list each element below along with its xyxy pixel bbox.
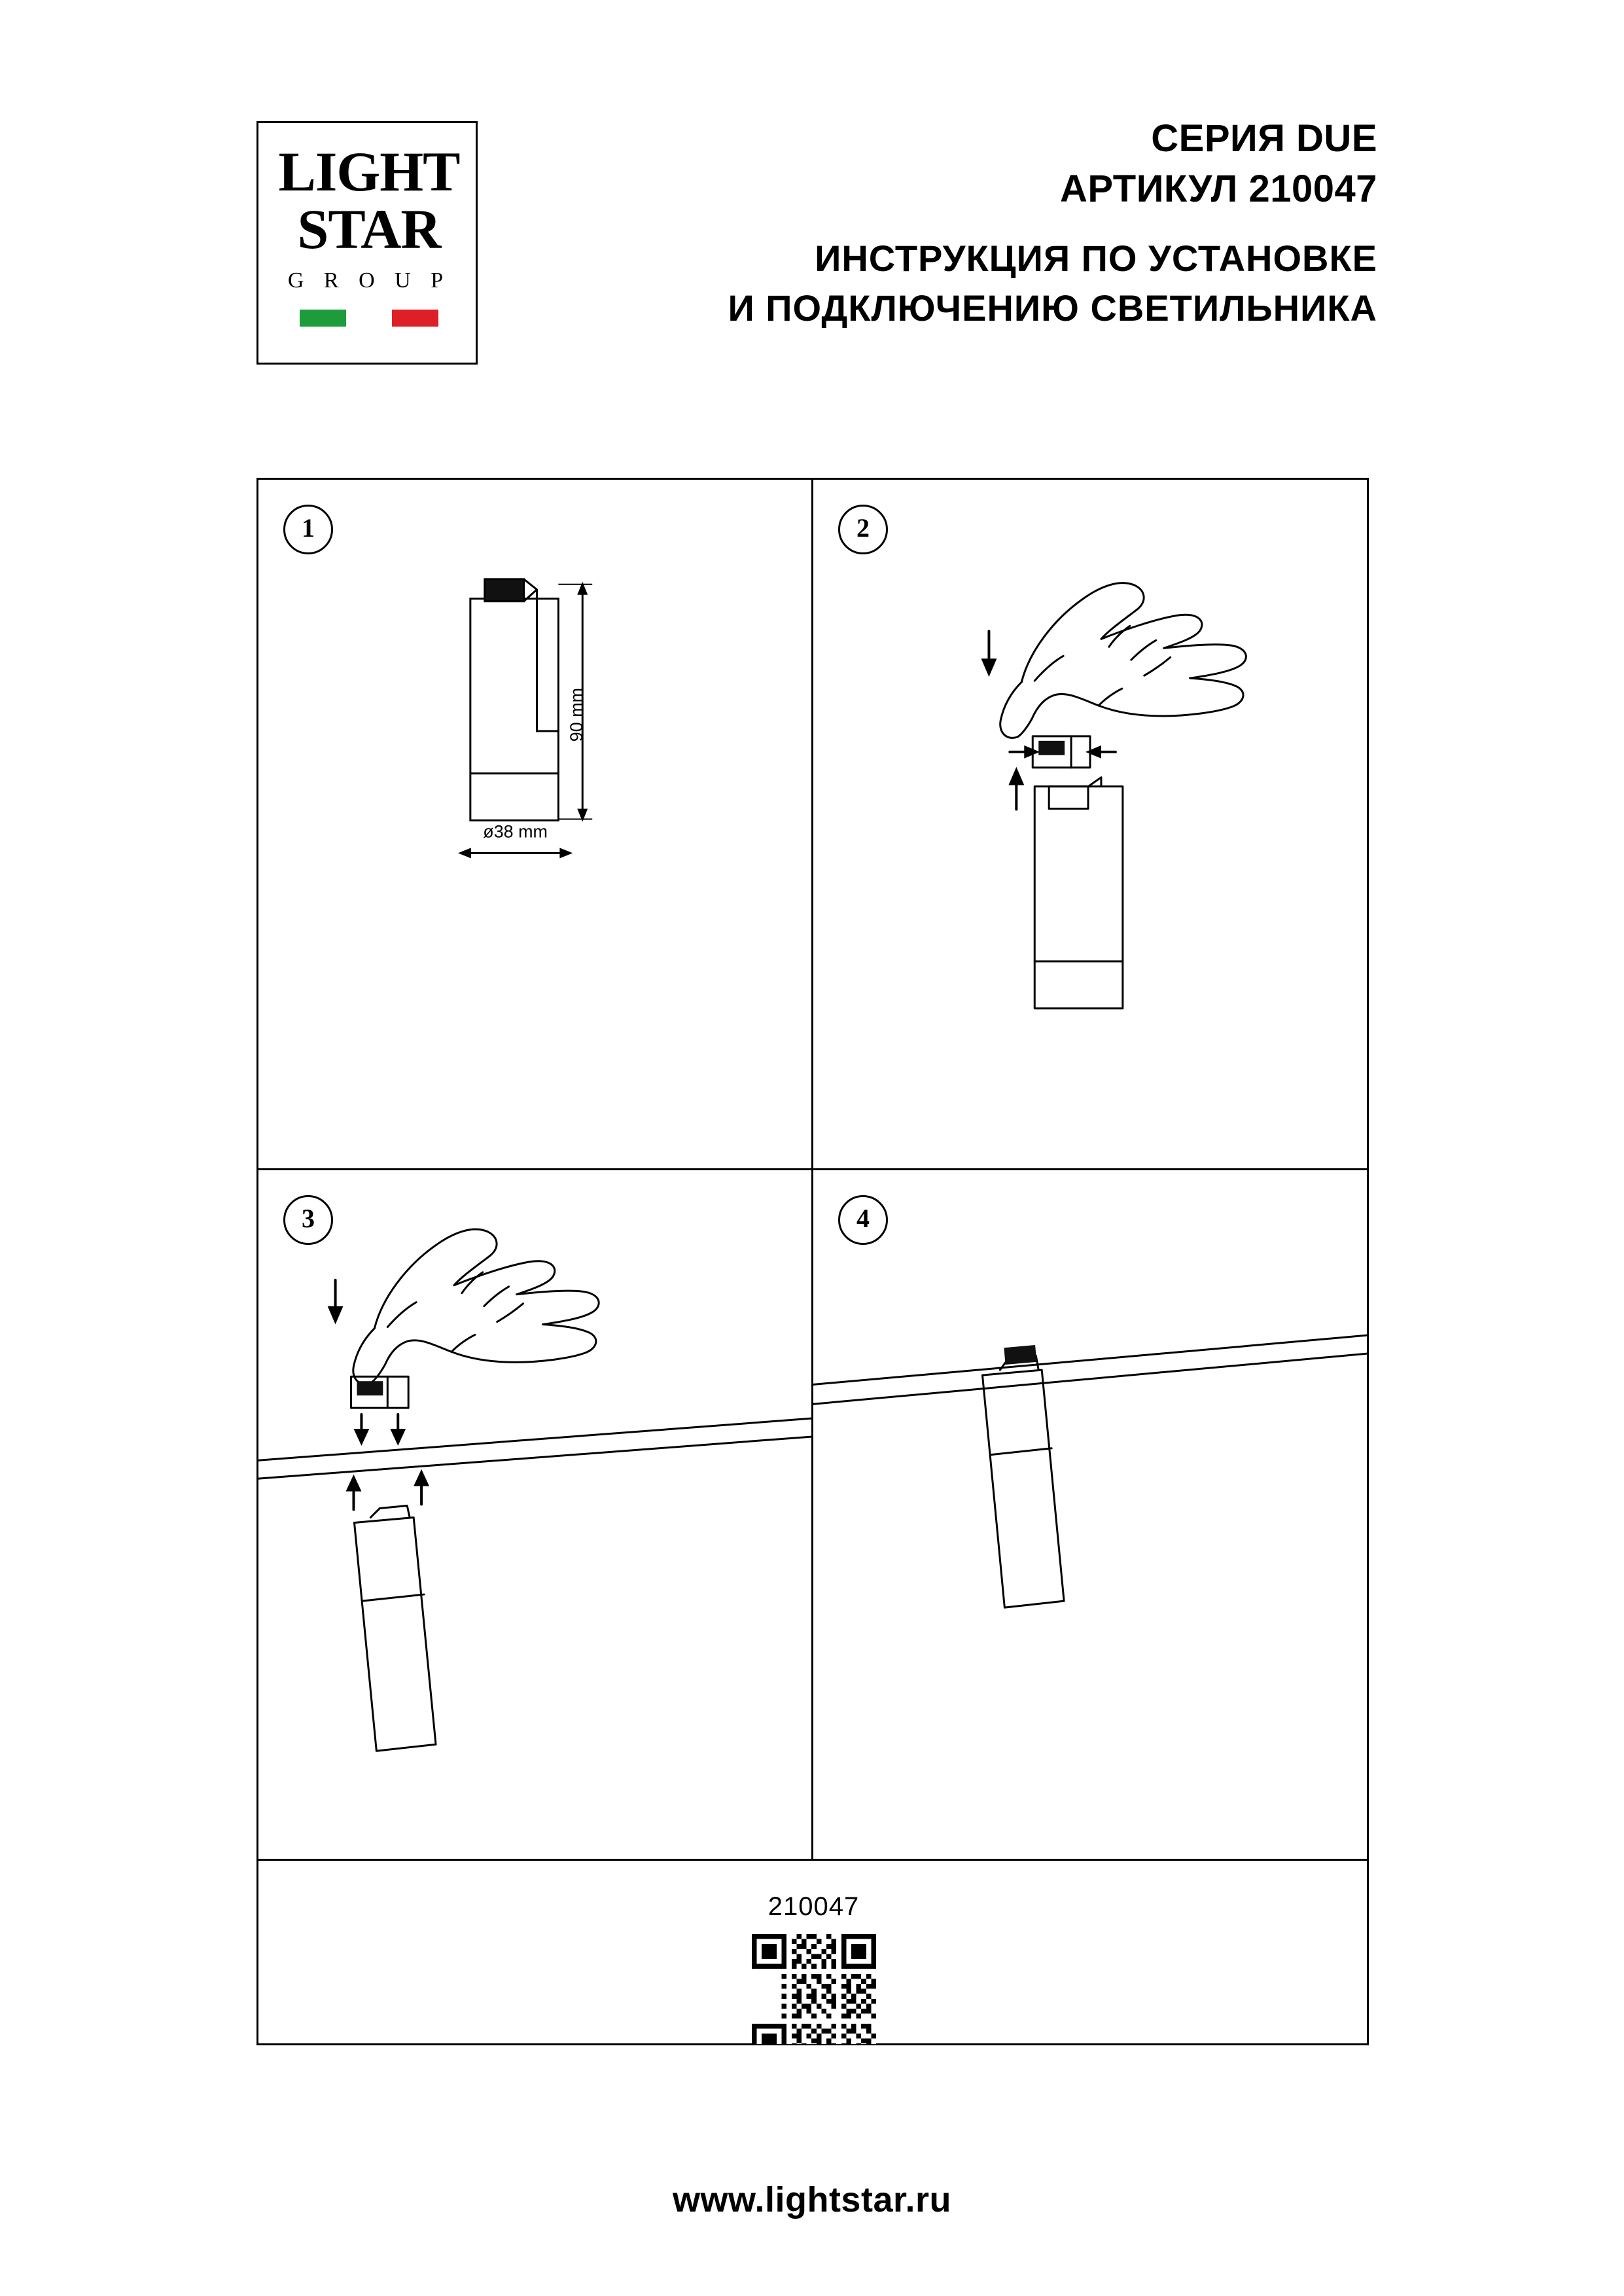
document-title	[497, 234, 1377, 333]
document-title-line-2: И ПОДКЛЮЧЕНИЮ СВЕТИЛЬНИКА	[728, 287, 1377, 329]
code-cell	[258, 1861, 1369, 2044]
step-4-badge: 4	[838, 1195, 888, 1245]
series-label: СЕРИЯ DUE	[1151, 117, 1377, 160]
step-2-illustration	[813, 480, 1369, 1168]
header-text-block	[497, 115, 1377, 333]
step-1-illustration	[258, 480, 811, 1168]
step-3-cell	[258, 1170, 813, 1861]
logo-line-1: LIGHT	[278, 140, 460, 203]
logo-line-2: STAR	[297, 198, 441, 260]
step-2-badge: 2	[838, 505, 888, 554]
instruction-panel	[256, 478, 1369, 2045]
brand-logo	[256, 121, 478, 365]
qr-code	[752, 1934, 876, 2044]
document-title-line-1: ИНСТРУКЦИЯ ПО УСТАНОВКЕ	[815, 238, 1377, 279]
page-header	[0, 0, 1624, 419]
step-4-cell	[813, 1170, 1369, 1861]
step-3-badge: 3	[283, 1195, 333, 1245]
step-1-cell	[258, 480, 813, 1170]
step-3-illustration	[258, 1170, 811, 1859]
logo-group-text: G R O U P	[287, 268, 451, 293]
dimension-width-text: ø38 mm	[483, 821, 548, 842]
italian-flag-icon	[300, 310, 438, 327]
article-label: АРТИКУЛ 210047	[1060, 168, 1377, 210]
article-code-text: 210047	[768, 1892, 860, 1921]
step-4-illustration	[813, 1170, 1369, 1859]
dimension-height-text: 90 mm	[567, 687, 587, 742]
logo-wordmark	[258, 140, 480, 260]
qr-code-image	[752, 1934, 876, 2044]
step-1-badge: 1	[283, 505, 333, 554]
footer-website[interactable]: www.lightstar.ru	[672, 2180, 952, 2219]
step-2-cell	[813, 480, 1369, 1170]
